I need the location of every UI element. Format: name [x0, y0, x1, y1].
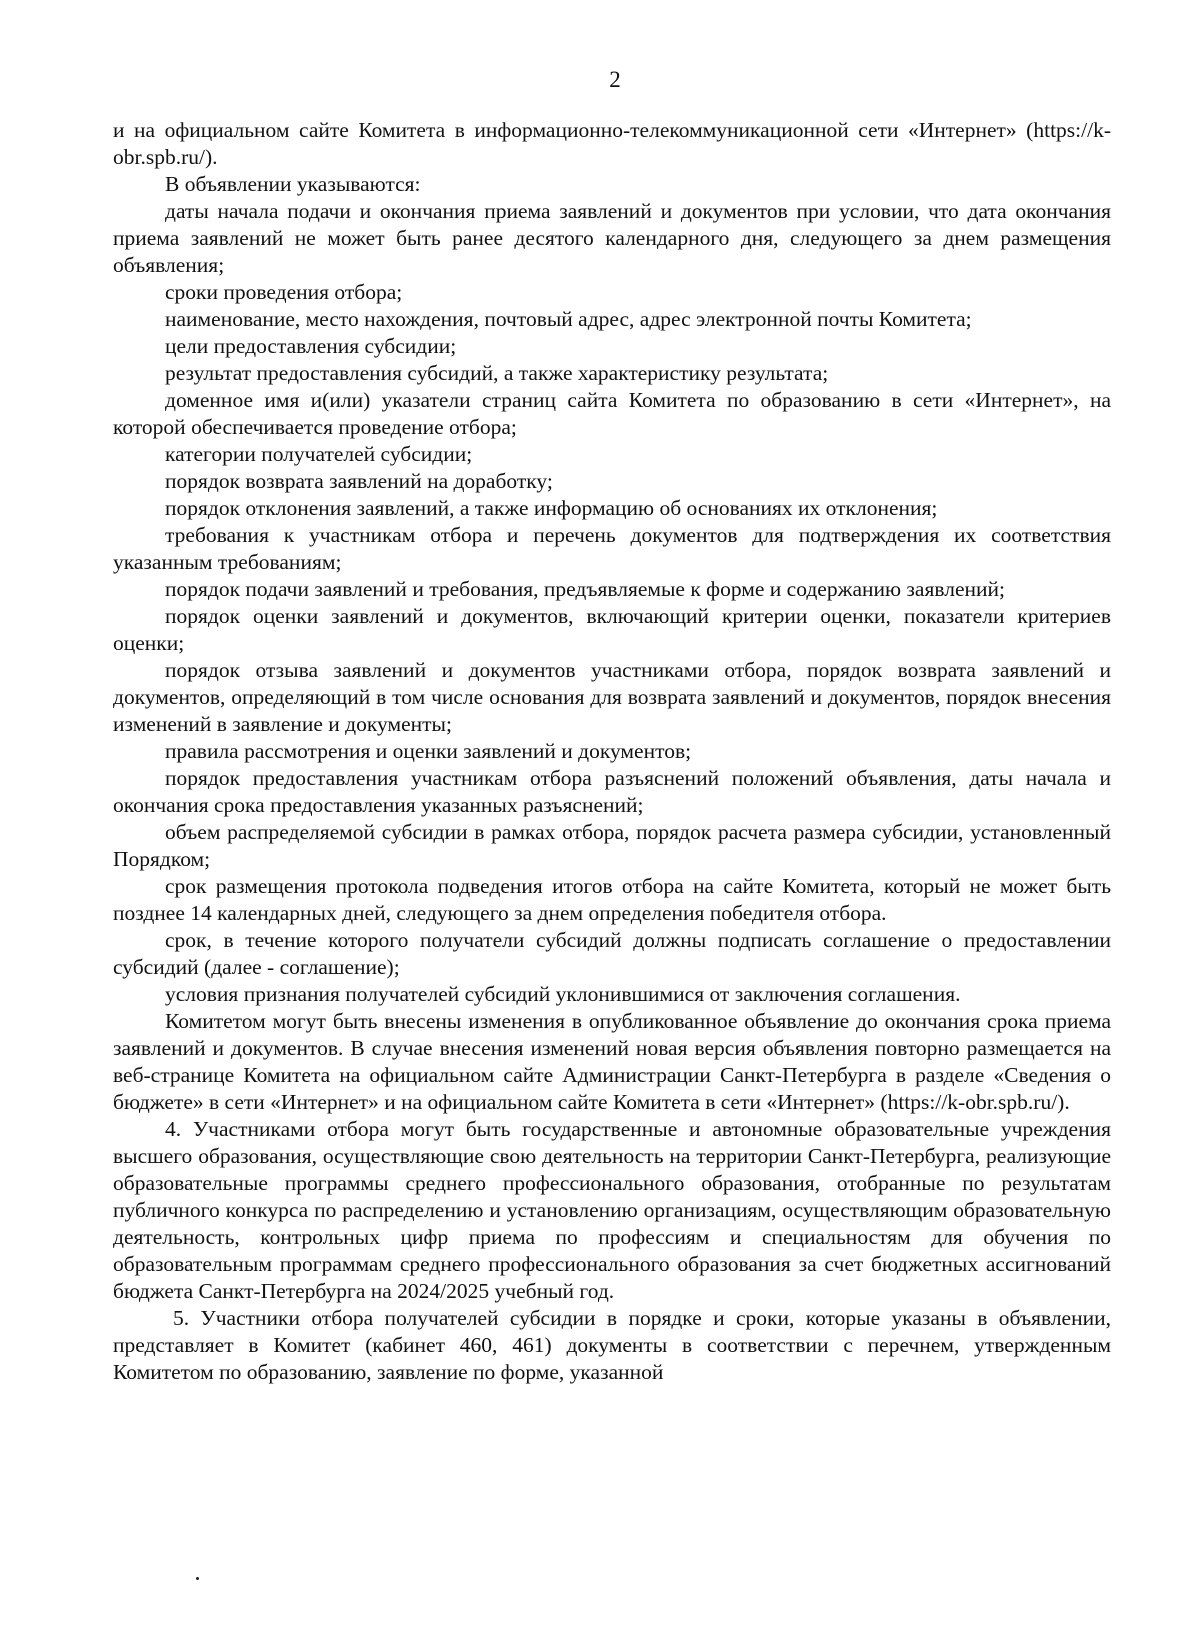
- paragraph-continuation: и на официальном сайте Комитета в информационно-телекоммуникационной сети «Интернет» (https://k-obr.spb.ru/).: [113, 118, 1111, 169]
- list-item-withdrawal: порядок отзыва заявлений и документов участниками отбора, порядок возврата заявлений и документов, определяющий в том числе основания для возврата заявлений и документов, порядок внесения изменений в заявление и документы;: [113, 658, 1111, 736]
- list-item-terms: сроки проведения отбора;: [165, 280, 403, 304]
- document-body: [113, 117, 1111, 1386]
- list-item-agreement-term: срок, в течение которого получатели субсидий должны подписать соглашение о предоставлении субсидий (далее - соглашение);: [113, 928, 1111, 979]
- paragraph-announcement-intro: В объявлении указываются:: [165, 172, 421, 196]
- list-item-result: результат предоставления субсидий, а также характеристику результата;: [165, 361, 829, 385]
- paragraph-4-participants: 4. Участниками отбора могут быть государственные и автономные образовательные учреждения высшего образования, осуществляющие свою деятельность на территории Санкт-Петербурга, реализующие образовательные программы среднего профессионального образования, отобранные по результатам публичного конкурса по распределению и установлению организациям, осуществляющим образовательную деятельность, контрольных цифр приема по профессиям и специальностям для обучения по образовательным программам среднего профессионального образования за счет бюджетных ассигнований бюджета Санкт-Петербурга на 2024/2025 учебный год.: [113, 1117, 1111, 1303]
- list-item-rejection: порядок отклонения заявлений, а также информацию об основаниях их отклонения;: [165, 496, 938, 520]
- list-item-submission: порядок подачи заявлений и требования, предъявляемые к форме и содержанию заявлений;: [165, 577, 1005, 601]
- list-item-dates: даты начала подачи и окончания приема заявлений и документов при условии, что дата окончания приема заявлений не может быть ранее десятого календарного дня, следующего за днем размещения объявления;: [113, 199, 1111, 277]
- list-item-requirements: требования к участникам отбора и перечень документов для подтверждения их соответствия указанным требованиям;: [113, 523, 1111, 574]
- list-item-evasion: условия признания получателей субсидий уклонившимися от заключения соглашения.: [165, 982, 961, 1006]
- list-item-domain: доменное имя и(или) указатели страниц сайта Комитета по образованию в сети «Интернет», на которой обеспечивается проведение отбора;: [113, 388, 1111, 439]
- list-item-clarifications: порядок предоставления участникам отбора разъяснений положений объявления, даты начала и окончания срока предоставления указанных разъяснений;: [113, 766, 1111, 817]
- list-item-goals: цели предоставления субсидии;: [165, 334, 457, 358]
- list-item-volume: объем распределяемой субсидии в рамках отбора, порядок расчета размера субсидии, установленный Порядком;: [113, 820, 1111, 871]
- page-number: 2: [609, 67, 621, 92]
- paragraph-amendments: Комитетом могут быть внесены изменения в опубликованное объявление до окончания срока приема заявлений и документов. В случае внесения изменений новая версия объявления повторно размещается на веб-странице Комитета на официальном сайте Администрации Санкт-Петербурга в разделе «Сведения о бюджете» в сети «Интернет» и на официальном сайте Комитета в сети «Интернет» (https://k-obr.spb.ru/).: [113, 1009, 1111, 1114]
- list-item-protocol: срок размещения протокола подведения итогов отбора на сайте Комитета, который не может быть позднее 14 календарных дней, следующего за днем определения победителя отбора.: [113, 874, 1111, 925]
- scan-speck: [196, 1577, 199, 1580]
- list-item-evaluation: порядок оценки заявлений и документов, включающий критерии оценки, показатели критериев оценки;: [113, 604, 1111, 655]
- list-item-rules: правила рассмотрения и оценки заявлений и документов;: [165, 739, 692, 763]
- list-item-return: порядок возврата заявлений на доработку;: [165, 469, 553, 493]
- paragraph-5-documents: 5. Участники отбора получателей субсидии в порядке и сроки, которые указаны в объявлении, представляет в Комитет (кабинет 460, 461) документы в соответствии с перечнем, утвержденным Комитетом по образованию, заявление по форме, указанной: [113, 1306, 1111, 1384]
- list-item-categories: категории получателей субсидии;: [165, 442, 473, 466]
- list-item-name-address: наименование, место нахождения, почтовый адрес, адрес электронной почты Комитета;: [165, 307, 972, 331]
